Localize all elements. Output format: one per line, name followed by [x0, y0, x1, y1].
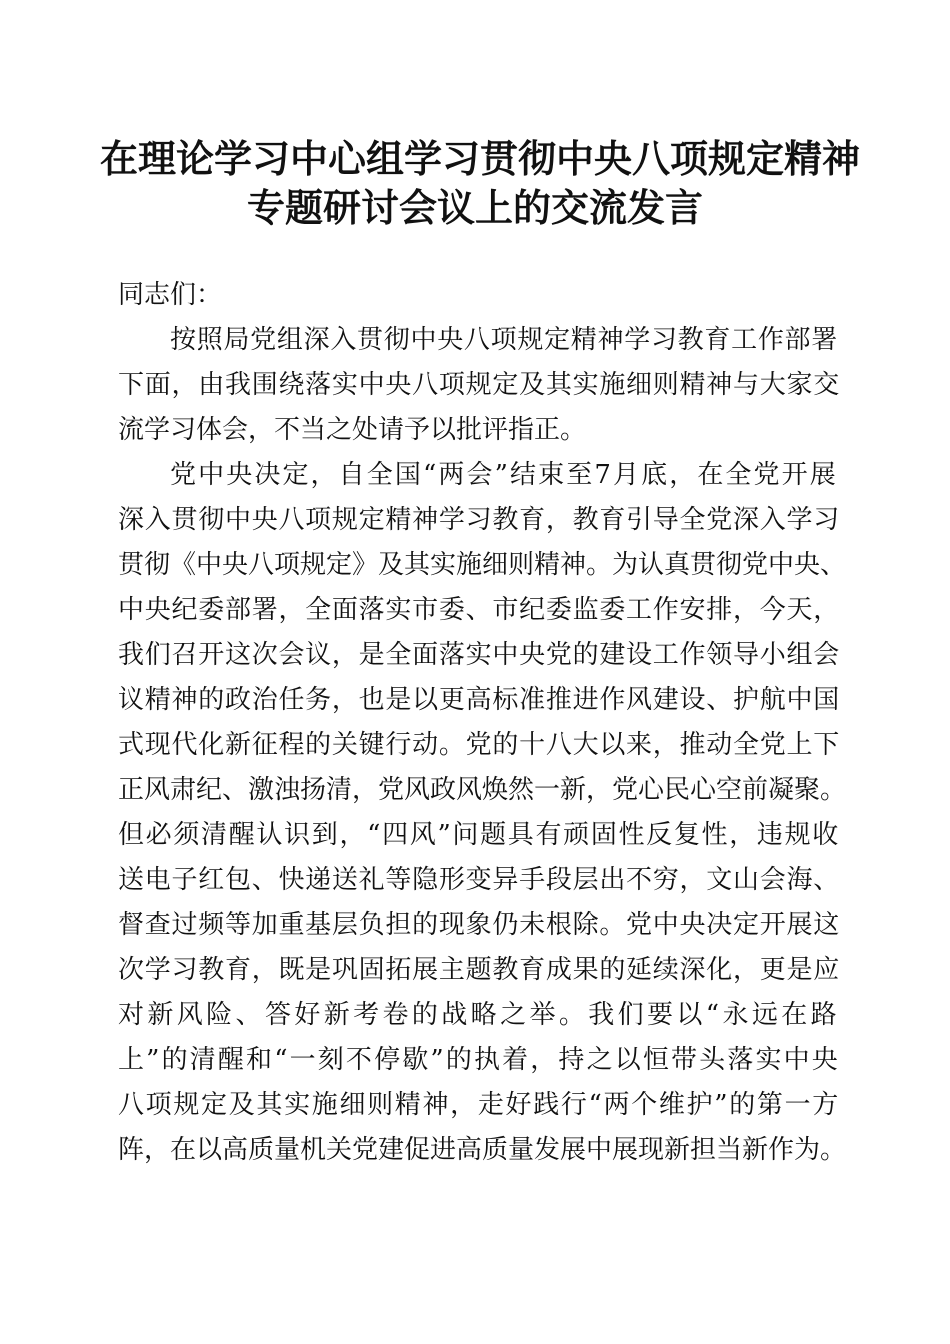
paragraph-2-line: 对新风险、答好新考卷的战略之举。我们要以“永远在路: [118, 1000, 841, 1030]
paragraph-2-line: 贯彻《中央八项规定》及其实施细则精神。为认真贯彻党中央、: [118, 550, 847, 580]
paragraph-2-line: 送电子红包、快递送礼等隐形变异手段层出不穷，文山会海、: [118, 865, 840, 895]
document-title-line-1: 在理论学习中心组学习贯彻中央八项规定精神: [100, 136, 861, 181]
paragraph-1-line: 按照局党组深入贯彻中央八项规定精神学习教育工作部署: [170, 325, 839, 355]
document-title-line-2: 专题研讨会议上的交流发言: [246, 185, 703, 230]
paragraph-2-line: 中央纪委部署，全面落实市委、市纪委监委工作安排，今天，: [118, 595, 840, 625]
paragraph-2-line: 次学习教育，既是巩固拓展主题教育成果的延续深化，更是应: [118, 955, 840, 985]
paragraph-2-line: 督查过频等加重基层负担的现象仍未根除。党中央决定开展这: [118, 910, 840, 940]
salutation: 同志们：: [118, 280, 223, 310]
paragraph-2-line: 上”的清醒和“一刻不停歇”的执着，持之以恒带头落实中央: [118, 1045, 840, 1075]
paragraph-2-line: 议精神的政治任务，也是以更高标准推进作风建设、护航中国: [118, 685, 840, 715]
paragraph-1-line: 下面，由我围绕落实中央八项规定及其实施细则精神与大家交: [118, 370, 840, 400]
paragraph-2-line: 但必须清醒认识到，“四风”问题具有顽固性反复性，违规收: [118, 820, 840, 850]
paragraph-1-line: 流学习体会，不当之处请予以批评指正。: [118, 415, 587, 445]
paragraph-2-line: 阵，在以高质量机关党建促进高质量发展中展现新担当新作为。: [118, 1135, 847, 1165]
paragraph-2-line: 我们召开这次会议，是全面落实中央党的建设工作领导小组会: [118, 640, 840, 670]
paragraph-2-line: 深入贯彻中央八项规定精神学习教育，教育引导全党深入学习: [118, 505, 840, 535]
paragraph-2-line: 式现代化新征程的关键行动。党的十八大以来，推动全党上下: [118, 730, 840, 760]
paragraph-2-line: 党中央决定，自全国“两会”结束至7月底，在全党开展: [170, 460, 838, 490]
paragraph-2-line: 八项规定及其实施细则精神，走好践行“两个维护”的第一方: [118, 1090, 840, 1120]
paragraph-2-line: 正风肃纪、激浊扬清，党风政风焕然一新，党心民心空前凝聚。: [118, 775, 847, 805]
